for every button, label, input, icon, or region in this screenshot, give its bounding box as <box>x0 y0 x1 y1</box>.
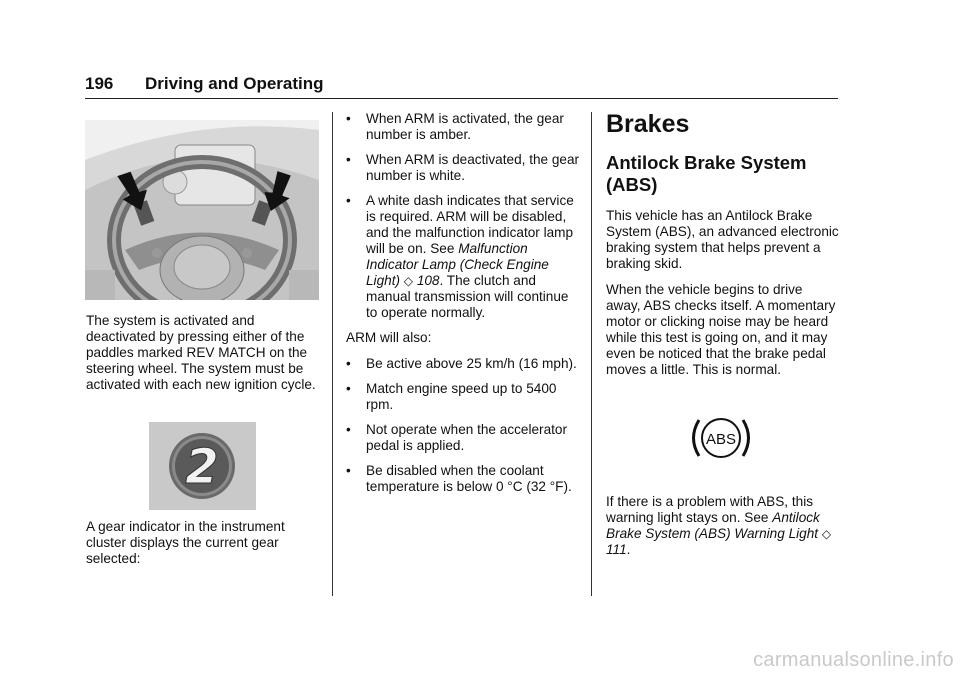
abs-check-paragraph: When the vehicle begins to drive away, ABS checks itself. A momentary motor or clicking noise may be heard while this test is going on, and it may even be noticed that the brake pedal moves a little. This is normal. <box>606 282 836 377</box>
abs-warning-icon <box>690 414 752 462</box>
page-header <box>85 70 838 99</box>
list-item: • When ARM is activated, the gear number is amber. <box>346 111 564 142</box>
column-divider-left <box>332 112 333 596</box>
list-item: • Be disabled when the coolant temperature is below 0 °C (32 °F). <box>346 463 572 494</box>
list-item: • A white dash indicates that service is required. ARM will be disabled, and the malfunction indicator lamp will be on. See Malfunction Indicator Lamp (Check Engine Light) ◇ 108. The clutch and manual transmission will continue to operate normally. <box>346 193 574 320</box>
reference-arrow-icon: ◇ <box>403 274 414 288</box>
heading-brakes: Brakes <box>606 110 690 138</box>
section-title: Driving and Operating <box>145 74 324 93</box>
abs-warning-paragraph: If there is a problem with ABS, this warning light stays on. See Antilock Brake System (ABS) Warning Light ◇ 111. <box>606 494 832 557</box>
column-3-bottom <box>606 494 840 568</box>
list-item: • Not operate when the accelerator pedal is applied. <box>346 422 568 453</box>
steering-wheel-figure <box>85 120 319 300</box>
list-item: • Be active above 25 km/h (16 mph). <box>346 356 577 371</box>
arm-will-also-label: ARM will also: <box>346 330 432 345</box>
heading-abs: Antilock Brake System (ABS) <box>606 152 807 195</box>
gear-indicator-figure <box>149 422 256 510</box>
cross-reference-link[interactable]: Malfunction Indicator Lamp (Check Engine Light) <box>366 241 549 288</box>
column-1-bottom <box>86 519 326 577</box>
column-divider-right <box>591 112 592 596</box>
reference-page[interactable]: 111 <box>606 542 627 557</box>
watermark: carmanualsonline.info <box>753 649 954 671</box>
column-2 <box>346 111 580 504</box>
column-3-top <box>606 110 840 388</box>
abs-label: ABS <box>705 431 737 448</box>
rev-match-paragraph: The system is activated and deactivated by pressing either of the paddles marked REV MATCH on the steering wheel. The system must be activated with each new ignition cycle. <box>86 313 316 392</box>
gear-indicator-paragraph: A gear indicator in the instrument cluster displays the current gear selected: <box>86 519 285 566</box>
column-1-top <box>86 313 326 403</box>
abs-intro-paragraph: This vehicle has an Antilock Brake System (ABS), an advanced electronic braking system that helps prevent a braking skid. <box>606 208 839 271</box>
cross-reference-link[interactable]: Antilock Brake System (ABS) Warning Light <box>606 510 820 541</box>
reference-arrow-icon: ◇ <box>821 527 832 541</box>
list-item: • When ARM is deactivated, the gear number is white. <box>346 152 580 183</box>
reference-page[interactable]: 108 <box>416 273 440 288</box>
gear-digit: 2 <box>185 439 219 495</box>
list-item: • Match engine speed up to 5400 rpm. <box>346 381 557 412</box>
page-number: 196 <box>85 74 114 93</box>
